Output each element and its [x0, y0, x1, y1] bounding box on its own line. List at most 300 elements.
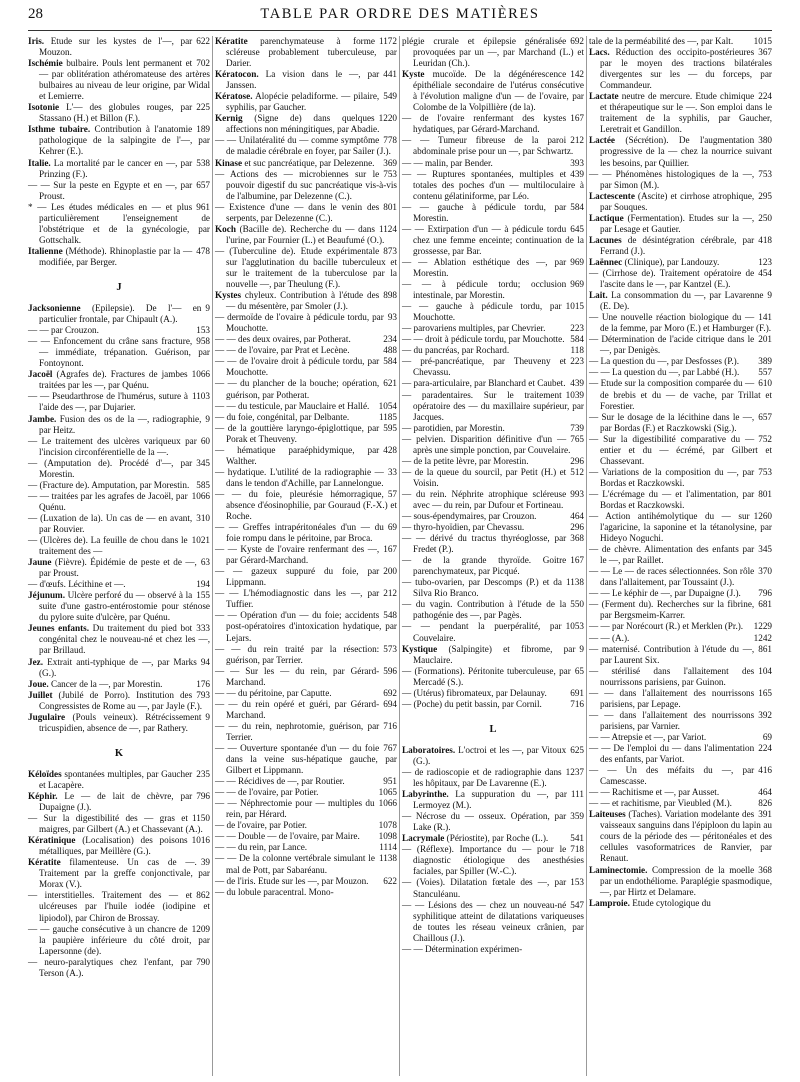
index-entry [589, 268, 772, 290]
index-entry [402, 390, 584, 423]
entry-text: bulbaire. Pouls lent permanent et — par oblitération athéromateuse des artères bulbaires au niveau de leur origine, par Widal et Lemierre. [39, 58, 210, 102]
entry-page-number: 155 [196, 590, 210, 601]
entry-heading: Kératite [215, 36, 248, 46]
entry-page-number: 958 [196, 336, 210, 347]
entry-page-number: 123 [758, 256, 772, 267]
entry-text: — — du plancher de la bouche; opération, guérison, par Potherat. [215, 378, 380, 400]
index-entry [589, 378, 772, 411]
index-entry [28, 769, 210, 791]
entry-text: La suppuration du —, par Lermoyez (M.). [413, 789, 567, 811]
entry-text: — — des deux ovaires, par Potherat. [215, 334, 351, 345]
entry-text: — Sur la digestibilité comparative du — entier et du — écrémé, par Gilbert et Chassevant. [589, 433, 772, 466]
entry-text: — — Détermination expérimen- [402, 943, 523, 954]
entry-text: Etude cytologique du [632, 897, 711, 908]
index-entry [402, 900, 584, 944]
entry-heading: Italienne [28, 245, 63, 256]
entry-text: — — Phénomènes histologiques de la —, par Simon (M.). [589, 168, 755, 190]
entry-page-number: 573 [383, 643, 397, 654]
index-entry [589, 356, 772, 367]
index-entry [589, 588, 772, 599]
entry-page-number: 692 [570, 36, 584, 46]
entry-text: — — traitées par les agrafes de Jacoël, par Quénu. [28, 490, 188, 512]
entry-text: Du traitement du pied bot congénital chez le nouveau-né et chez les —, par Brillaud. [39, 623, 210, 656]
entry-text: — — de l'ovaire droit à pédicule tordu, par Mouchotte. [215, 356, 380, 378]
index-entry [589, 257, 772, 268]
entry-page-number: 778 [383, 135, 397, 146]
entry-text: — Sur la digestibilité des — gras et maigres, par Gilbert (A.) et Chassevant (A.). [28, 813, 203, 835]
entry-heading: Lacs. [589, 47, 610, 58]
entry-page-number: 993 [570, 488, 584, 499]
entry-text: — de la gouttière laryngo-épiglottique, par Porak et Theuveny. [215, 422, 380, 444]
index-entry [28, 657, 210, 679]
entry-page-number: 826 [758, 798, 772, 809]
entry-page-number: 9 [205, 303, 210, 314]
index-entry [589, 367, 772, 378]
entry-heading: Jambe. [28, 413, 57, 424]
entry-heading: Lactate [589, 91, 619, 102]
entry-heading: Laminectomie. [589, 864, 648, 875]
entry-text: — — Néphrectomie pour — multiples du rein, par Hérard. [215, 798, 375, 820]
index-entry [589, 290, 772, 312]
entry-text: — — et rachitisme, par Vieubled (M.). [589, 798, 732, 809]
index-entry [402, 356, 584, 378]
index-entry [28, 369, 210, 391]
entry-text: — — De la colonne vertébrale simulant le mal de Pott, par Sabaréanu. [215, 853, 375, 875]
entry-page-number: 250 [758, 212, 772, 223]
entry-page-number: 1021 [191, 535, 210, 546]
entry-text: de désintégration cérébrale, par Ferrand (J.). [600, 234, 755, 256]
entry-text: — — gazeux suppuré du foie, par Lippmann. [215, 566, 380, 588]
entry-heading: Lactescente [589, 190, 635, 201]
index-entry [28, 436, 210, 458]
entry-page-number: 94 [200, 656, 210, 667]
index-entry [589, 898, 772, 909]
index-entry [28, 303, 210, 325]
entry-text: — La question du —, par Desfosses (P.). [589, 356, 740, 367]
entry-text: (Salpingite) et fibrome, par Mauclaire. [413, 643, 576, 665]
index-entry [215, 246, 397, 290]
index-entry [215, 489, 397, 522]
entry-page-number: 464 [758, 787, 772, 798]
index-entry [215, 820, 397, 831]
entry-text: et suc pancréatique, par Delezenne. [244, 157, 375, 168]
index-entry [402, 644, 584, 666]
index-entry [28, 102, 210, 124]
entry-text: La mortalité par le cancer en —, par Prinzing (F.). [39, 157, 193, 179]
index-entry [402, 844, 584, 877]
entry-text: — — Kyste de l'ovaire renfermant des —, par Gérard-Marchand. [215, 544, 380, 566]
entry-page-number: 739 [570, 422, 584, 433]
entry-page-number: 9 [767, 290, 772, 301]
entry-page-number: 801 [758, 488, 772, 499]
entry-page-number: 212 [570, 135, 584, 146]
entry-text: — (Ferment du). Recherches sur la fibrine, par Bergsmeim-Karrer. [589, 599, 755, 621]
index-entry [402, 745, 584, 767]
entry-page-number: 702 [196, 58, 210, 69]
entry-heading: Kéloïdes [28, 768, 62, 779]
entry-heading: Italie. [28, 157, 51, 168]
entry-page-number: 1066 [191, 369, 210, 380]
entry-heading: Ischémie [28, 58, 63, 69]
entry-text: (Fièvre). Épidémie de peste et de —, par Proust. [39, 557, 197, 579]
entry-text: tale de la perméabilité des —, par Kalt. [589, 36, 734, 46]
entry-page-number: 33 [387, 466, 397, 477]
entry-text: (Signe de) dans quelques affections non méningitiques, par Abadie. [226, 113, 380, 135]
index-entry [215, 887, 397, 898]
entry-page-number: 234 [383, 334, 397, 345]
entry-heading: Jeunes enfants. [28, 623, 90, 634]
entry-page-number: 691 [570, 687, 584, 698]
entry-text: — du vagin. Contribution à l'étude de la pathogénie des —, par Pagès. [402, 599, 567, 621]
entry-heading: Kinase [215, 157, 243, 168]
index-entry [28, 58, 210, 102]
entry-page-number: 550 [570, 599, 584, 610]
entry-text: (Localisation) des poisons métalliques, par Meillère (G.). [39, 835, 188, 857]
index-column [26, 36, 213, 1076]
entry-text: — thyro-hyoïdien, par Chevassu. [402, 522, 525, 533]
entry-text: — — Sur les — du rein, par Gérard-Marchand. [215, 665, 380, 687]
index-entry [402, 577, 584, 599]
entry-text: — — pendant la puerpéralité, par Couvelaire. [402, 621, 562, 643]
index-entry [215, 135, 397, 157]
entry-text: La consommation du —, par Lavarenne (E. De). [600, 290, 764, 312]
entry-text: — pelvien. Disparition définitive d'un — après une simple ponction, par Couvelaire. [402, 433, 571, 455]
entry-page-number: 512 [570, 466, 584, 477]
index-entry [589, 787, 772, 798]
index-entry [215, 158, 397, 169]
entry-text: — — Ablation esthétique des —, par Morestin. [402, 256, 567, 278]
entry-page-number: 345 [758, 544, 772, 555]
entry-heading: Isthme tubaire. [28, 124, 91, 135]
entry-text: — (Cirrhose de). Traitement opératoire de l'ascite dans le —, par Kantzel (E.). [589, 267, 755, 290]
entry-page-number: 418 [758, 234, 772, 245]
index-entry [28, 480, 210, 491]
entry-page-number: 367 [758, 47, 772, 58]
index-column [400, 36, 587, 1076]
entry-text: — (Amputation de). Procédé d'—, par Morestin. [28, 457, 193, 479]
entry-text: L'— des globules rouges, par Stassano (H.) et Billon (F.). [39, 102, 193, 124]
entry-text: — — Le — de races sélectionnées. Son rôle dans l'allaitement, par Toussaint (J.). [589, 566, 755, 588]
entry-text: — — gauche consécutive à un chancre de la paupière inférieure du côté droit, par Lapersonne (de). [28, 923, 210, 956]
entry-text: chyleux. Contribution à l'étude des — du mésentère, par Smoler (J.). [226, 290, 380, 312]
entry-page-number: 765 [570, 433, 584, 444]
entry-text: — du rein. Néphrite atrophique scléreuse avec — du rein, par Dufour et Fortineau. [402, 488, 567, 510]
entry-page-number: 153 [570, 877, 584, 888]
entry-text: — — du testicule, par Mauclaire et Hallé. [215, 400, 370, 411]
entry-text: Alopécie peladiforme. — pilaire, syphilis, par Gaucher. [226, 91, 380, 113]
entry-text: (Fermentation). Etudes sur la —, par Lesage et Gautier. [600, 212, 755, 234]
entry-page-number: 753 [383, 168, 397, 179]
entry-page-number: 1103 [191, 391, 210, 402]
entry-heading: Lait. [589, 290, 608, 301]
entry-text: — — Pseudarthrose de l'humérus, suture à l'aide des —, par Dujarier. [28, 391, 188, 413]
entry-page-number: 488 [383, 345, 397, 356]
entry-text: Etude sur les kystes de l'—, par Mouzon. [39, 36, 193, 58]
entry-text: — — Le képhir de —, par Dupaigne (J.). [589, 588, 741, 599]
index-entry [28, 690, 210, 712]
index-entry [589, 633, 772, 644]
entry-page-number: 1150 [191, 813, 210, 824]
entry-heading: Kyste [402, 69, 425, 80]
entry-page-number: 368 [758, 864, 772, 875]
index-entry [28, 336, 210, 369]
entry-heading: Kératose. [215, 91, 253, 102]
entry-heading: Iris. [28, 36, 45, 46]
entry-text: neutre de mercure. Etude chimique et thérapeutique sur le —. Son emploi dans le traitement de la syphilis, par Gaucher, Leretrait et Gandillon. [600, 91, 772, 135]
index-entry [28, 957, 210, 979]
index-entry [589, 765, 772, 787]
index-entry [215, 842, 397, 853]
page-header [28, 6, 772, 31]
entry-heading: Kératocon. [215, 69, 259, 80]
index-entry [589, 213, 772, 235]
entry-heading: Jéjunum. [28, 590, 66, 601]
entry-text: mucoïde. De la dégénérescence épithéliale secondaire de l'utérus consécutive à l'évolution maligne d'un — de l'ovaire, par Colombe de la Volpillière (de la). [413, 69, 584, 113]
entry-text: — — Récidives de —, par Routier. [215, 776, 345, 787]
entry-text: Le — de lait de chèvre, par Dupaigne (J.). [39, 791, 193, 813]
entry-text: — — de l'ovaire, par Prat et Lecène. [215, 345, 350, 356]
entry-page-number: 548 [383, 610, 397, 621]
entry-text: — — dérivé du tractus thyréoglosse, par Fredet (P.). [402, 533, 567, 555]
entry-page-number: 549 [383, 91, 397, 102]
entry-page-number: 1039 [565, 389, 584, 400]
entry-page-number: 65 [574, 665, 584, 676]
entry-text: — paradentaires. Sur le traitement opératoire des — du maxillaire supérieur, par Jacques. [402, 389, 584, 422]
entry-text: — — gauche à pédicule tordu, par Mouchotte. [402, 301, 562, 323]
entry-text: — — du rein, nephrotomie, guérison, par Terrier. [215, 720, 380, 742]
index-entry [28, 202, 210, 246]
index-entry [589, 312, 772, 334]
entry-text: — (Ulcères de). La feuille de chou dans le traitement des — [28, 535, 188, 557]
entry-text: — — du rein traité par la résection: guérison, par Terrier. [215, 643, 380, 665]
entry-text: spontanées multiples, par Gaucher et Lacapère. [39, 768, 193, 790]
entry-heading: Lamproie. [589, 897, 630, 908]
entry-page-number: 39 [200, 857, 210, 868]
entry-page-number: 1078 [378, 820, 397, 831]
index-entry [215, 36, 397, 69]
entry-text: (Clinique), par Landouzy. [624, 256, 720, 267]
index-entry [402, 877, 584, 899]
index-entry [215, 853, 397, 875]
entry-text: (Jubilé de Porro). Institution des Congressistes de Rome au —, par Jayle (F.). [39, 689, 203, 711]
index-entry [402, 621, 584, 643]
entry-text: — interstitielles. Traitement des — et ulcéreuses par l'huile iodée (iodipine et lipiodol), par Chiron de Brossay. [28, 890, 210, 923]
entry-page-number: 584 [570, 334, 584, 345]
entry-heading: Laiteuses [589, 809, 626, 820]
entry-heading: Lactée [589, 135, 616, 146]
entry-text: (Bacille de). Recherche du — dans l'urine, par Fournier (L.) et Beaufumé (O.). [226, 223, 385, 245]
entry-page-number: 428 [383, 444, 397, 455]
entry-text: — de l'ovaire renfermant des kystes hydatiques, par Gérard-Marchand. [402, 113, 567, 135]
entry-text: — — De l'emploi du — dans l'alimentation des enfants, par Variot. [589, 743, 755, 765]
entry-page-number: 692 [383, 687, 397, 698]
page-title: TABLE PAR ORDRE DES MATIÈRES [260, 6, 540, 22]
entry-page-number: 368 [570, 533, 584, 544]
entry-page-number: 801 [383, 201, 397, 212]
entry-text: Contribution à l'anatomie pathologique de la salpingite de l'—, par Kehrer (E.). [39, 124, 210, 157]
entry-page-number: 862 [196, 890, 210, 901]
index-entry [215, 91, 397, 113]
entry-heading: Koch [215, 223, 236, 234]
index-entry [402, 489, 584, 511]
index-entry [28, 579, 210, 590]
entry-page-number: 57 [387, 488, 397, 499]
entry-heading: Kératinique [28, 835, 76, 846]
entry-text: — Actions des — microbiennes sur le pouvoir digestif du suc pancréatique vis-à-vis de l'albumine, par Delezenne (C.). [215, 168, 397, 201]
entry-text: — (Formations). Péritonite tuberculeuse, par Mercadé (S.). [402, 665, 571, 687]
entry-text: — Etude sur la composition comparée du — de brebis et du — de vache, par Trillat et Forestier. [589, 378, 772, 411]
entry-text: L'octroi et les —, par Vitoux (G.). [413, 744, 567, 766]
index-entry [215, 588, 397, 610]
index-entry [215, 113, 397, 135]
entry-text: — (Tuberculine de). Etude expérimentale sur l'agglutination du bacille tuberculeux et sur le traitement de la tuberculose par la nouvelle —, par Theulung (F.). [215, 245, 397, 290]
entry-text: — du foie, congénital, par Delbante. [215, 411, 350, 422]
entry-page-number: 380 [758, 135, 772, 146]
index-entry [28, 590, 210, 623]
entry-page-number: 310 [196, 512, 210, 523]
index-entry [215, 224, 397, 246]
index-entry [28, 857, 210, 890]
entry-text: Ulcère perforé du — observé à la suite d'une gastro-entérostomie pour sténose du pylore suite d'ulcère, par Quénu. [39, 590, 210, 623]
entry-heading: Kernig [215, 113, 243, 124]
entry-text: — — Un des méfaits du —, par Camescasse. [589, 765, 755, 787]
index-entry [215, 169, 397, 202]
index-entry [215, 69, 397, 91]
entry-text: — de chèvre. Alimentation des enfants par le —, par Raillet. [589, 544, 755, 566]
entry-text: — pré-pancréatique, par Theuveny et Chevassu. [402, 356, 567, 378]
index-entry [215, 776, 397, 787]
entry-page-number: 235 [196, 768, 210, 779]
entry-text: — Existence d'une — dans le venin des serpents, par Delezenne (C.). [215, 201, 380, 223]
index-entry [28, 391, 210, 413]
entry-page-number: 961 [196, 201, 210, 212]
entry-page-number: 1124 [378, 223, 397, 234]
entry-text: — hydatique. L'utilité de la radiographie — dans le tendon d'Achille, par Lannelongue. [215, 466, 384, 488]
index-entry [589, 666, 772, 688]
index-entry [589, 434, 772, 467]
entry-page-number: 167 [383, 544, 397, 555]
index-entry [402, 555, 584, 577]
entry-text: — parotidien, par Morestin. [402, 422, 505, 433]
index-entry [215, 334, 397, 345]
index-entry [402, 666, 584, 688]
entry-page-number: 200 [383, 566, 397, 577]
entry-page-number: 63 [200, 557, 210, 568]
entry-heading: Képhir. [28, 791, 58, 801]
entry-text: — Le traitement des ulcères variqueux par l'incision circonférentielle de la —. [28, 435, 197, 457]
entry-page-number: 1015 [565, 301, 584, 312]
entry-text: — L'écrémage du — et l'alimentation, par Bordas et Raczkowski. [589, 488, 755, 510]
index-entry [215, 644, 397, 666]
entry-text: — de radioscopie et de radiographie dans les hôpitaux, par De Lavarenne (E.). [402, 767, 562, 789]
entry-text: — — du péritoine, par Caputte. [215, 687, 332, 698]
index-entry [402, 533, 584, 555]
entry-page-number: 753 [758, 466, 772, 477]
entry-text: — — Enfoncement du crâne sans fracture, — immédiate, trépanation. Guérison, par Fontoynont. [28, 336, 210, 369]
entry-page-number: 1016 [191, 835, 210, 846]
index-entry [402, 69, 584, 113]
index-entry [589, 798, 772, 809]
entry-page-number: 657 [758, 411, 772, 422]
entry-text: — — Rachitisme et —, par Ausset. [589, 787, 720, 798]
index-entry [402, 257, 584, 279]
entry-page-number: 345 [196, 457, 210, 468]
entry-text: — (Fracture de). Amputation, par Morestin. [28, 479, 190, 490]
entry-text: (Sécrétion). De l'augmentation progressive de la — chez la nourrice suivant les besoins, par Quillier. [600, 135, 772, 168]
index-entry [28, 158, 210, 180]
entry-page-number: 389 [758, 356, 772, 367]
entry-page-number: 1138 [565, 577, 584, 588]
entry-heading: Labyrinthe. [402, 789, 449, 800]
entry-heading: Juillet [28, 689, 53, 700]
entry-page-number: 645 [570, 223, 584, 234]
entry-text: — sous-épendymaires, par Crouzon. [402, 511, 537, 522]
index-entry [402, 169, 584, 202]
entry-page-number: 1237 [565, 767, 584, 777]
index-entry [589, 191, 772, 213]
entry-text: — neuro-paralytiques chez l'enfant, par Terson (A.). [28, 956, 193, 978]
entry-page-number: 296 [570, 522, 584, 533]
entry-text: — — dans l'allaitement des nourrissons parisiens, par Varnier. [589, 709, 755, 731]
entry-text: — de la queue du sourcil, par Petit (H.) et Voisin. [402, 466, 567, 488]
entry-text: — (Voies). Dilatation fœtale des —, par Stanculéanu. [402, 877, 567, 899]
entry-text: — de l'ovaire, par Potier. [215, 820, 307, 831]
index-entry [402, 767, 584, 789]
entry-text: Extrait anti-typhique de —, par Marks (G.). [39, 656, 197, 678]
index-entry [402, 789, 584, 811]
entry-text: Cancer de la —, par Morestin. [50, 678, 163, 689]
entry-page-number: 167 [570, 555, 584, 566]
entry-page-number: 194 [196, 579, 210, 590]
entry-heading: Isotonie [28, 102, 60, 113]
entry-text: — de la grande thyroïde. Goitre parenchymateux, par Picqué. [402, 555, 567, 577]
index-entry [402, 699, 584, 710]
entry-text: (Méthode). Rhinoplastie par la — modifiée, par Berger. [39, 245, 193, 267]
entry-page-number: 622 [383, 875, 397, 886]
index-entry [215, 378, 397, 400]
entry-page-number: 796 [196, 791, 210, 801]
entry-text: — Variations de la composition du —, par Bordas et Raczkowski. [589, 466, 755, 488]
index-entry [402, 135, 584, 157]
entry-page-number: 9 [205, 413, 210, 424]
entry-text: — du lobule paracentral. Mono- [215, 886, 334, 897]
index-entry [589, 566, 772, 588]
index-entry [589, 688, 772, 710]
index-entry [402, 811, 584, 833]
index-entry [215, 666, 397, 688]
index-column [213, 36, 400, 1076]
entry-page-number: 718 [570, 844, 584, 855]
entry-page-number: 969 [570, 256, 584, 267]
entry-page-number: 796 [758, 588, 772, 599]
index-entry [402, 202, 584, 224]
entry-page-number: 1242 [753, 632, 772, 643]
entry-text: — — Tumeur fibreuse de la paroi abdominale prise pour un —, par Schwartz. [402, 135, 574, 157]
entry-text: — — Atrepsie et —, par Variot. [589, 731, 707, 742]
entry-text: — de la petite lèvre, par Morestin. [402, 455, 529, 466]
entry-text: plégie crurale et épilepsie généralisée provoquées par un —, par Marchand (L.) et Leuridan (Ch.). [402, 36, 584, 69]
entry-text: — — Greffes intrapéritonéales d'un — du foie rompu dans le péritoine, par Broca. [215, 522, 384, 544]
entry-page-number: 69 [387, 522, 397, 533]
entry-text: — — Ruptures spontanées, multiples et totales des poches d'un — multiloculaire à contenu gélatiniforme, par Léo. [402, 168, 584, 201]
index-entry [215, 401, 397, 412]
entry-page-number: 333 [196, 623, 210, 634]
entry-page-number: 111 [570, 789, 584, 800]
index-entry [589, 865, 772, 898]
index-entry [28, 246, 210, 268]
index-entry [28, 924, 210, 957]
index-entry [28, 791, 210, 813]
